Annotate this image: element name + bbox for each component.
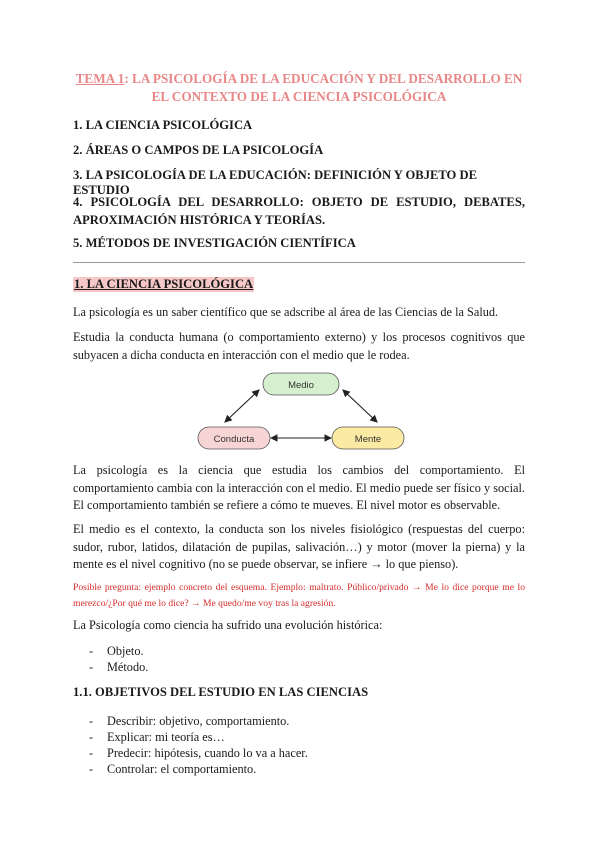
list-item: - Método. (89, 659, 148, 675)
list-item: - Explicar: mi teoría es… (89, 729, 308, 745)
node-mente-label: Mente (354, 434, 382, 445)
toc-item-4: 4. PSICOLOGÍA DEL DESARROLLO: OBJETO DE ESTUDIO, DEBATES, APROXIMACIÓN HISTÓRICA Y TEORÍAS. (73, 195, 525, 227)
list-item: - Objeto. (89, 643, 148, 659)
paragraph-1: La psicología es un saber científico que se adscribe al área de las Ciencias de la Salud. (73, 305, 499, 319)
objectives-list (89, 713, 308, 777)
toc-item-2: 2. ÁREAS O CAMPOS DE LA PSICOLOGÍA (73, 143, 324, 157)
subsection-title: 1.1. OBJETIVOS DEL ESTUDIO EN LAS CIENCIAS (73, 685, 369, 699)
node-conducta-label: Conducta (213, 434, 255, 445)
toc-item-5: 5. MÉTODOS DE INVESTIGACIÓN CIENTÍFICA (73, 236, 356, 250)
toc-item-3: 3. LA PSICOLOGÍA DE LA EDUCACIÓN: DEFINICIÓN Y OBJETO DE ESTUDIO (73, 168, 478, 197)
section-1-title: 1. LA CIENCIA PSICOLÓGICA (74, 277, 254, 291)
paragraph-2: Estudia la conducta humana (o comportamiento externo) y los procesos cognitivos que subyacen a dicha conducta en interacción con el medio que le rodea. (73, 330, 525, 362)
paragraph-4: El medio es el contexto, la conducta son los niveles fisiológico (respuestas del cuerpo: sudor, rubor, latidos, dilatación de pupilas, salivación…) y motor (mover la pierna) y la mente es el nivel cognitivo (no se puede observar, se infiere → lo que pienso). (73, 522, 525, 571)
arrow-medio-mente (343, 390, 377, 422)
list-item: - Describir: objetivo, comportamiento. (89, 713, 308, 729)
arrow-medio-conducta (225, 390, 259, 422)
evolution-list (89, 643, 148, 675)
exam-note: Posible pregunta: ejemplo concreto del esquema. Ejemplo: maltrato. Público/privado → Me lo dice porque me lo merezco/¿Por qué me lo dice? → Me quedo/me voy tras la agresión. (73, 582, 525, 609)
paragraph-3: La psicología es la ciencia que estudia los cambios del comportamiento. El comportamiento cambia con la interacción con el medio. El medio puede ser físico y social. El comportamiento también se refiere a cómo te mueves. El nivel motor es observable. (73, 463, 525, 512)
node-medio-label: Medio (288, 380, 314, 391)
document-title (73, 70, 525, 106)
section-divider (73, 262, 525, 263)
toc-item-1: 1. LA CIENCIA PSICOLÓGICA (73, 118, 253, 132)
list-item: - Predecir: hipótesis, cuando lo va a hacer. (89, 745, 308, 761)
paragraph-5: La Psicología como ciencia ha sufrido una evolución histórica: (73, 618, 383, 632)
list-item: - Controlar: el comportamiento. (89, 761, 308, 777)
tema-label: TEMA 1 (75, 71, 125, 86)
behavior-diagram (197, 370, 407, 455)
title-rest: : LA PSICOLOGÍA DE LA EDUCACIÓN Y DEL DESARROLLO EN EL CONTEXTO DE LA CIENCIA PSICOLÓGICA (124, 71, 523, 104)
